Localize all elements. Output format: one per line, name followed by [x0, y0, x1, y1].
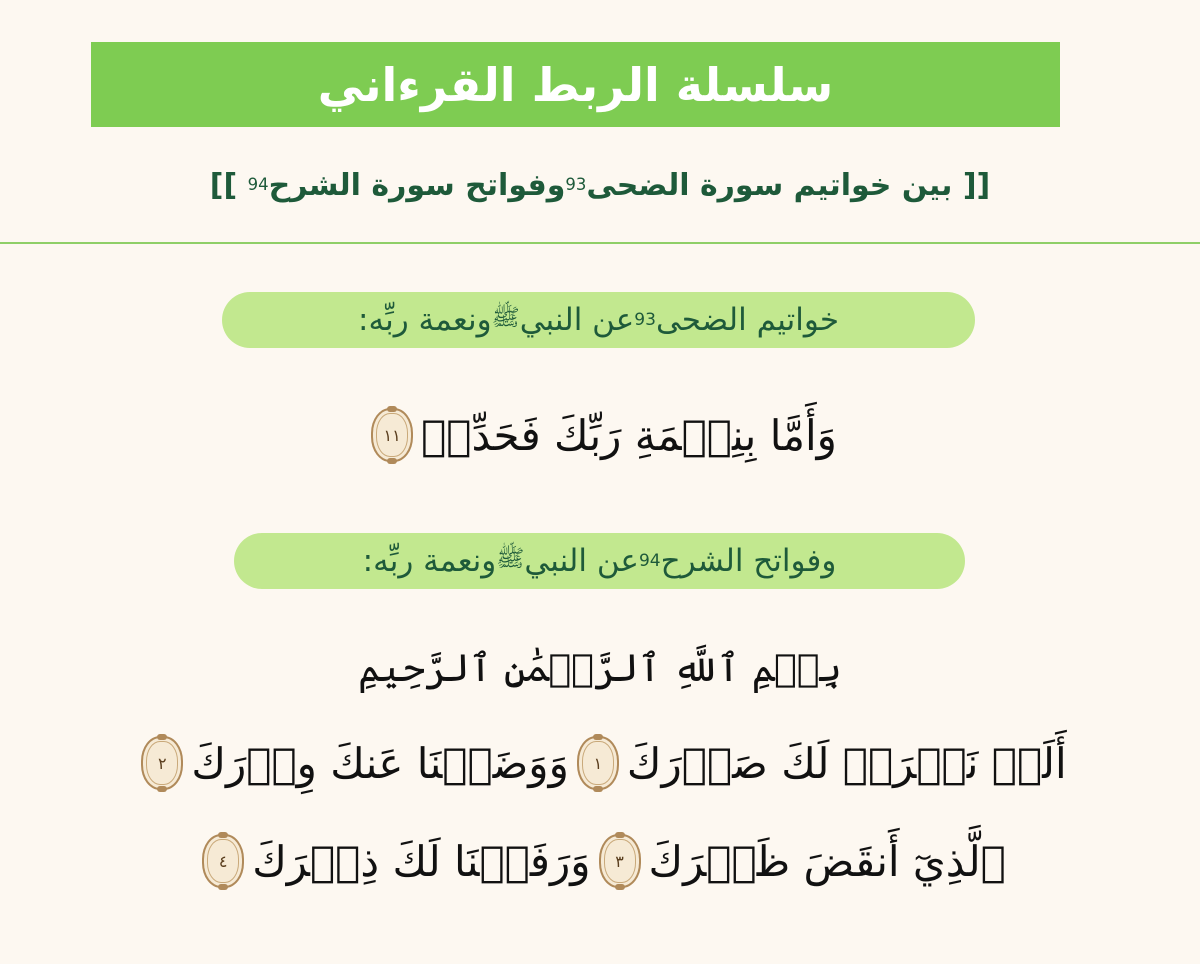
- page-title: سلسلة الربط القرءاني: [317, 57, 834, 112]
- section-2-heading-c: ونعمة ربِّه:: [362, 543, 497, 579]
- subtitle-part-1: بين خواتيم سورة الضحى: [586, 167, 953, 203]
- subtitle-close-bracket: ]]: [209, 167, 238, 203]
- ayah-number-marker: ٤: [202, 834, 244, 888]
- section-2-heading-b: عن النبي: [524, 543, 639, 579]
- section-1-heading-c: ونعمة ربِّه:: [358, 302, 492, 338]
- section-2-heading: وفواتح الشرح 94 عن النبي ﷺ ونعمة ربِّه:: [234, 533, 965, 589]
- section-2-heading-a: وفواتح الشرح: [660, 543, 837, 579]
- verse-line-2: [0, 826, 1200, 896]
- verse-text: ٱلَّذِيٓ أَنقَضَ ظَهۡرَكَ: [648, 836, 1006, 886]
- subtitle-part-2: وفواتح سورة الشرح: [268, 167, 566, 203]
- section-1-heading: خواتيم الضحى 93 عن النبي ﷺ ونعمة ربِّه:: [222, 292, 975, 348]
- verse-duha-11: [0, 403, 1200, 467]
- ayah-number-marker: ٣: [599, 834, 641, 888]
- title-banner: [91, 42, 1060, 127]
- divider-line: [0, 242, 1200, 244]
- salawat-symbol: ﷺ: [491, 304, 520, 331]
- verse-text: أَلَمۡ نَشۡرَحۡ لَكَ صَدۡرَكَ: [626, 738, 1067, 788]
- subtitle-open-bracket: [[: [962, 167, 991, 203]
- salawat-symbol: ﷺ: [496, 545, 525, 572]
- verse-text: وَرَفَعۡنَا لَكَ ذِكۡرَكَ: [252, 836, 591, 886]
- basmala: [0, 640, 1200, 696]
- verse-text: وَوَضَعۡنَا عَنكَ وِزۡرَكَ: [191, 738, 569, 788]
- section-1-heading-b: عن النبي: [519, 302, 635, 338]
- basmala-text: بِسۡمِ ٱللَّهِ ٱلرَّحۡمَٰنِ ٱلرَّحِيمِ: [358, 646, 842, 690]
- section-1-heading-a: خواتيم الضحى: [655, 302, 840, 338]
- ayah-number-marker: ٢: [141, 736, 183, 790]
- verse-line-1: [0, 728, 1200, 798]
- verse-text: وَأَمَّا بِنِعۡمَةِ رَبِّكَ فَحَدِّثۡ: [421, 410, 837, 460]
- ayah-number-marker: ١: [577, 736, 619, 790]
- ayah-number-marker: ١١: [371, 408, 413, 462]
- subtitle: [[ بين خواتيم سورة الضحى 93 وفواتح سورة الشرح 94 ]]: [209, 167, 991, 203]
